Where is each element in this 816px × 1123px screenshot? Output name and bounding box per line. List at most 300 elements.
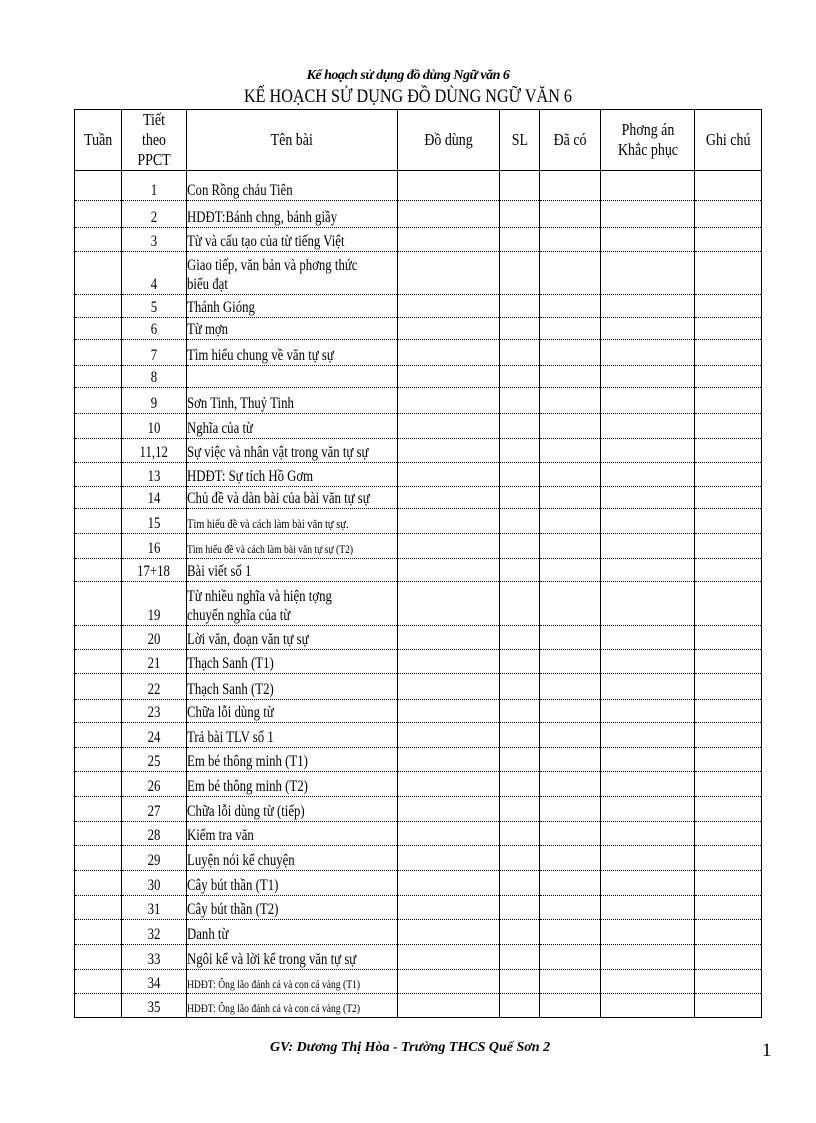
available-cell <box>540 969 601 994</box>
materials-cell <box>398 414 500 439</box>
note-cell <box>695 699 762 723</box>
note-cell <box>695 871 762 896</box>
solution-cell <box>601 723 695 748</box>
available-cell <box>540 625 601 650</box>
lesson-cell <box>187 625 398 650</box>
qty-cell <box>500 486 540 508</box>
week-cell <box>75 340 122 366</box>
period-cell <box>122 533 187 558</box>
qty-cell <box>500 821 540 846</box>
qty-cell <box>500 558 540 582</box>
week-cell <box>75 969 122 994</box>
period-cell <box>122 673 187 699</box>
qty-cell <box>500 388 540 414</box>
week-cell <box>75 509 122 534</box>
materials-cell <box>398 558 500 582</box>
note-cell <box>695 747 762 772</box>
period-cell <box>122 388 187 414</box>
materials-cell <box>398 846 500 871</box>
lesson-title: Sơn Tinh, Thuỷ Tinh <box>187 395 294 413</box>
qty-cell <box>500 228 540 252</box>
note-cell <box>695 920 762 945</box>
table-row <box>75 944 762 969</box>
materials-cell <box>398 463 500 487</box>
note-cell <box>695 625 762 650</box>
note-cell <box>695 969 762 994</box>
solution-cell <box>601 821 695 846</box>
period-cell <box>122 969 187 994</box>
page-footer: GV: Dương Thị Hòa - Trường THCS Quế Sơn 2 <box>270 1040 551 1055</box>
note-cell <box>695 340 762 366</box>
solution-cell <box>601 251 695 295</box>
lesson-title: HDĐT: Ông lão đánh cá và con cá vàng (T1) <box>187 977 361 992</box>
table-row <box>75 251 762 295</box>
note-cell <box>695 895 762 920</box>
week-cell <box>75 533 122 558</box>
lesson-cell <box>187 821 398 846</box>
solution-cell <box>601 438 695 463</box>
lesson-cell <box>187 533 398 558</box>
period-number: 25 <box>147 753 161 771</box>
lesson-cell <box>187 673 398 699</box>
table-row <box>75 414 762 439</box>
lesson-title: Chủ đề và dàn bài của bài văn tự sự <box>187 490 370 508</box>
period-number: 28 <box>147 827 161 845</box>
note-cell <box>695 486 762 508</box>
available-cell <box>540 533 601 558</box>
table-row <box>75 438 762 463</box>
materials-cell <box>398 944 500 969</box>
lesson-cell <box>187 558 398 582</box>
table-row <box>75 295 762 317</box>
materials-cell <box>398 969 500 994</box>
qty-cell <box>500 625 540 650</box>
period-number: 32 <box>147 925 161 943</box>
qty-cell <box>500 920 540 945</box>
period-number: 21 <box>147 654 161 672</box>
note-cell <box>695 228 762 252</box>
materials-cell <box>398 533 500 558</box>
solution-cell <box>601 340 695 366</box>
materials-cell <box>398 438 500 463</box>
period-cell <box>122 509 187 534</box>
week-cell <box>75 846 122 871</box>
header-qty: SL <box>500 110 540 171</box>
lesson-title: Từ nhiều nghĩa và hiện tợng chuyển nghĩa của từ <box>187 587 332 624</box>
note-cell <box>695 846 762 871</box>
lesson-title: Thạch Sanh (T2) <box>187 680 274 698</box>
table-row <box>75 625 762 650</box>
lesson-cell <box>187 871 398 896</box>
header-week: Tuần <box>75 110 122 171</box>
materials-cell <box>398 295 500 317</box>
table-row <box>75 747 762 772</box>
table-row <box>75 699 762 723</box>
solution-cell <box>601 969 695 994</box>
solution-cell <box>601 944 695 969</box>
table-row <box>75 871 762 896</box>
qty-cell <box>500 340 540 366</box>
note-cell <box>695 201 762 228</box>
lesson-cell <box>187 295 398 317</box>
qty-cell <box>500 650 540 674</box>
lesson-title: Ngôi kể và lời kể trong văn tự sự <box>187 950 357 968</box>
lesson-cell <box>187 388 398 414</box>
period-number: 14 <box>147 490 161 508</box>
materials-cell <box>398 582 500 626</box>
period-cell <box>122 723 187 748</box>
materials-cell <box>398 699 500 723</box>
note-cell <box>695 673 762 699</box>
period-number: 5 <box>150 298 158 316</box>
qty-cell <box>500 994 540 1018</box>
note-cell <box>695 171 762 201</box>
qty-cell <box>500 797 540 822</box>
lesson-cell <box>187 747 398 772</box>
qty-cell <box>500 509 540 534</box>
table-row <box>75 723 762 748</box>
lesson-title: Thánh Gióng <box>187 298 255 316</box>
table-row <box>75 920 762 945</box>
week-cell <box>75 558 122 582</box>
period-cell <box>122 317 187 339</box>
period-number: 29 <box>147 852 161 870</box>
table-row <box>75 388 762 414</box>
period-number: 20 <box>147 631 161 649</box>
table-row <box>75 558 762 582</box>
qty-cell <box>500 846 540 871</box>
table-row <box>75 821 762 846</box>
note-cell <box>695 414 762 439</box>
period-cell <box>122 747 187 772</box>
period-cell <box>122 228 187 252</box>
lesson-title: Danh từ <box>187 925 229 943</box>
week-cell <box>75 747 122 772</box>
lesson-cell <box>187 944 398 969</box>
lesson-cell <box>187 365 398 387</box>
available-cell <box>540 871 601 896</box>
week-cell <box>75 463 122 487</box>
period-number: 7 <box>150 346 158 364</box>
solution-cell <box>601 994 695 1018</box>
header-available: Đã có <box>540 110 601 171</box>
qty-cell <box>500 533 540 558</box>
materials-cell <box>398 317 500 339</box>
lesson-cell <box>187 772 398 797</box>
note-cell <box>695 463 762 487</box>
lesson-title: Tìm hiểu đề và cách làm bài văn tự sự. <box>187 515 349 531</box>
lesson-title: Con Rồng cháu Tiên <box>187 182 293 200</box>
period-number: 33 <box>147 950 161 968</box>
period-number: 13 <box>147 467 161 485</box>
lesson-cell <box>187 994 398 1018</box>
note-cell <box>695 295 762 317</box>
period-number: 4 <box>150 276 158 294</box>
qty-cell <box>500 365 540 387</box>
week-cell <box>75 438 122 463</box>
solution-cell <box>601 509 695 534</box>
lesson-title: Luyện nói kể chuyện <box>187 852 295 870</box>
lesson-title: Lời văn, đoạn văn tự sự <box>187 631 309 649</box>
available-cell <box>540 895 601 920</box>
lesson-cell <box>187 723 398 748</box>
materials-cell <box>398 228 500 252</box>
available-cell <box>540 171 601 201</box>
period-number: 22 <box>147 680 161 698</box>
qty-cell <box>500 201 540 228</box>
qty-cell <box>500 438 540 463</box>
lesson-title: Tìm hiểu chung về văn tự sự <box>187 346 334 364</box>
period-number: 16 <box>147 539 161 557</box>
lesson-cell <box>187 251 398 295</box>
available-cell <box>540 438 601 463</box>
lesson-title: Chữa lỗi dùng từ (tiếp) <box>187 802 305 820</box>
materials-cell <box>398 723 500 748</box>
page-number: 1 <box>762 1040 772 1061</box>
period-cell <box>122 251 187 295</box>
period-cell <box>122 650 187 674</box>
period-cell <box>122 994 187 1018</box>
period-number: 34 <box>147 975 161 993</box>
lesson-cell <box>187 228 398 252</box>
lesson-title: Em bé thông minh (T1) <box>187 753 308 771</box>
period-cell <box>122 340 187 366</box>
available-cell <box>540 699 601 723</box>
period-number: 11,12 <box>139 444 169 462</box>
table-row <box>75 650 762 674</box>
available-cell <box>540 846 601 871</box>
note-cell <box>695 558 762 582</box>
available-cell <box>540 558 601 582</box>
period-cell <box>122 944 187 969</box>
qty-cell <box>500 463 540 487</box>
header-period: Tiết theo PPCT <box>122 110 187 171</box>
lesson-cell <box>187 340 398 366</box>
lesson-title: Kiểm tra văn <box>187 827 254 845</box>
qty-cell <box>500 969 540 994</box>
available-cell <box>540 994 601 1018</box>
materials-cell <box>398 871 500 896</box>
table-row <box>75 994 762 1018</box>
week-cell <box>75 821 122 846</box>
lesson-cell <box>187 797 398 822</box>
period-number: 30 <box>147 876 161 894</box>
period-number: 19 <box>147 606 161 624</box>
week-cell <box>75 625 122 650</box>
materials-cell <box>398 994 500 1018</box>
period-cell <box>122 920 187 945</box>
lesson-title: Giao tiếp, văn bản và phơng thức biểu đạt <box>187 257 358 294</box>
period-number: 31 <box>147 901 161 919</box>
available-cell <box>540 650 601 674</box>
period-number: 26 <box>147 778 161 796</box>
available-cell <box>540 509 601 534</box>
materials-cell <box>398 797 500 822</box>
table-row <box>75 228 762 252</box>
lesson-title: Cây bút thần (T2) <box>187 901 279 919</box>
note-cell <box>695 365 762 387</box>
qty-cell <box>500 699 540 723</box>
available-cell <box>540 582 601 626</box>
lesson-title: HDĐT:Bánh chng, bánh giầy <box>187 209 338 227</box>
qty-cell <box>500 944 540 969</box>
available-cell <box>540 365 601 387</box>
week-cell <box>75 797 122 822</box>
table-row <box>75 846 762 871</box>
week-cell <box>75 871 122 896</box>
materials-cell <box>398 747 500 772</box>
lesson-title: Cây bút thần (T1) <box>187 876 279 894</box>
available-cell <box>540 463 601 487</box>
table-header-row <box>75 110 762 171</box>
solution-cell <box>601 699 695 723</box>
solution-cell <box>601 228 695 252</box>
qty-cell <box>500 871 540 896</box>
solution-cell <box>601 486 695 508</box>
available-cell <box>540 388 601 414</box>
qty-cell <box>500 673 540 699</box>
note-cell <box>695 388 762 414</box>
solution-cell <box>601 747 695 772</box>
solution-cell <box>601 414 695 439</box>
materials-cell <box>398 340 500 366</box>
page-title: KẾ HOẠCH SỬ DỤNG ĐỒ DÙNG NGỮ VĂN 6 <box>243 86 573 107</box>
period-number: 27 <box>147 802 161 820</box>
period-number: 2 <box>150 209 158 227</box>
lesson-cell <box>187 317 398 339</box>
lesson-cell <box>187 895 398 920</box>
period-number: 17+18 <box>137 563 171 581</box>
week-cell <box>75 650 122 674</box>
table-row <box>75 797 762 822</box>
lesson-title: Em bé thông minh (T2) <box>187 778 308 796</box>
week-cell <box>75 944 122 969</box>
solution-cell <box>601 533 695 558</box>
lesson-title: Từ mợn <box>187 321 229 339</box>
week-cell <box>75 295 122 317</box>
note-cell <box>695 797 762 822</box>
period-number: 35 <box>147 999 161 1016</box>
lesson-cell <box>187 414 398 439</box>
period-cell <box>122 171 187 201</box>
materials-cell <box>398 625 500 650</box>
solution-cell <box>601 558 695 582</box>
plan-table <box>74 109 762 1018</box>
qty-cell <box>500 295 540 317</box>
lesson-cell <box>187 699 398 723</box>
lesson-title: Nghĩa của từ <box>187 419 253 437</box>
available-cell <box>540 486 601 508</box>
period-number: 8 <box>150 369 158 387</box>
note-cell <box>695 533 762 558</box>
qty-cell <box>500 723 540 748</box>
materials-cell <box>398 772 500 797</box>
materials-cell <box>398 650 500 674</box>
available-cell <box>540 251 601 295</box>
lesson-title: Trả bài TLV số 1 <box>187 728 274 746</box>
note-cell <box>695 251 762 295</box>
lesson-cell <box>187 846 398 871</box>
solution-cell <box>601 388 695 414</box>
period-cell <box>122 463 187 487</box>
available-cell <box>540 797 601 822</box>
period-cell <box>122 821 187 846</box>
period-number: 15 <box>147 514 161 532</box>
solution-cell <box>601 171 695 201</box>
lesson-title: Tìm hiểu đề và cách làm bài văn tự sự (T2) <box>187 541 354 556</box>
lesson-cell <box>187 201 398 228</box>
table-row <box>75 509 762 534</box>
week-cell <box>75 994 122 1018</box>
available-cell <box>540 821 601 846</box>
lesson-cell <box>187 171 398 201</box>
lesson-title: Bài viết số 1 <box>187 563 252 581</box>
available-cell <box>540 944 601 969</box>
period-cell <box>122 895 187 920</box>
note-cell <box>695 509 762 534</box>
table-row <box>75 673 762 699</box>
period-cell <box>122 365 187 387</box>
week-cell <box>75 414 122 439</box>
period-number: 3 <box>150 232 158 250</box>
available-cell <box>540 340 601 366</box>
period-number: 9 <box>150 395 158 413</box>
solution-cell <box>601 650 695 674</box>
materials-cell <box>398 171 500 201</box>
lesson-title: HDĐT: Ông lão đánh cá và con cá vàng (T2) <box>187 1001 361 1015</box>
period-cell <box>122 582 187 626</box>
period-cell <box>122 699 187 723</box>
note-cell <box>695 582 762 626</box>
lesson-cell <box>187 969 398 994</box>
period-number: 23 <box>147 704 161 722</box>
available-cell <box>540 317 601 339</box>
qty-cell <box>500 582 540 626</box>
period-cell <box>122 486 187 508</box>
week-cell <box>75 772 122 797</box>
note-cell <box>695 438 762 463</box>
week-cell <box>75 920 122 945</box>
table-row <box>75 317 762 339</box>
solution-cell <box>601 295 695 317</box>
solution-cell <box>601 625 695 650</box>
qty-cell <box>500 772 540 797</box>
header-lesson: Tên bài <box>187 110 398 171</box>
solution-cell <box>601 463 695 487</box>
lesson-cell <box>187 582 398 626</box>
week-cell <box>75 171 122 201</box>
lesson-title: Chữa lỗi dùng từ <box>187 704 274 722</box>
note-cell <box>695 944 762 969</box>
table-row <box>75 463 762 487</box>
lesson-title: HDĐT: Sự tích Hồ Gơm <box>187 467 314 485</box>
period-cell <box>122 625 187 650</box>
solution-cell <box>601 365 695 387</box>
materials-cell <box>398 388 500 414</box>
week-cell <box>75 228 122 252</box>
lesson-cell <box>187 509 398 534</box>
solution-cell <box>601 201 695 228</box>
week-cell <box>75 317 122 339</box>
qty-cell <box>500 747 540 772</box>
note-cell <box>695 821 762 846</box>
week-cell <box>75 365 122 387</box>
available-cell <box>540 673 601 699</box>
week-cell <box>75 251 122 295</box>
solution-cell <box>601 895 695 920</box>
qty-cell <box>500 251 540 295</box>
lesson-cell <box>187 650 398 674</box>
